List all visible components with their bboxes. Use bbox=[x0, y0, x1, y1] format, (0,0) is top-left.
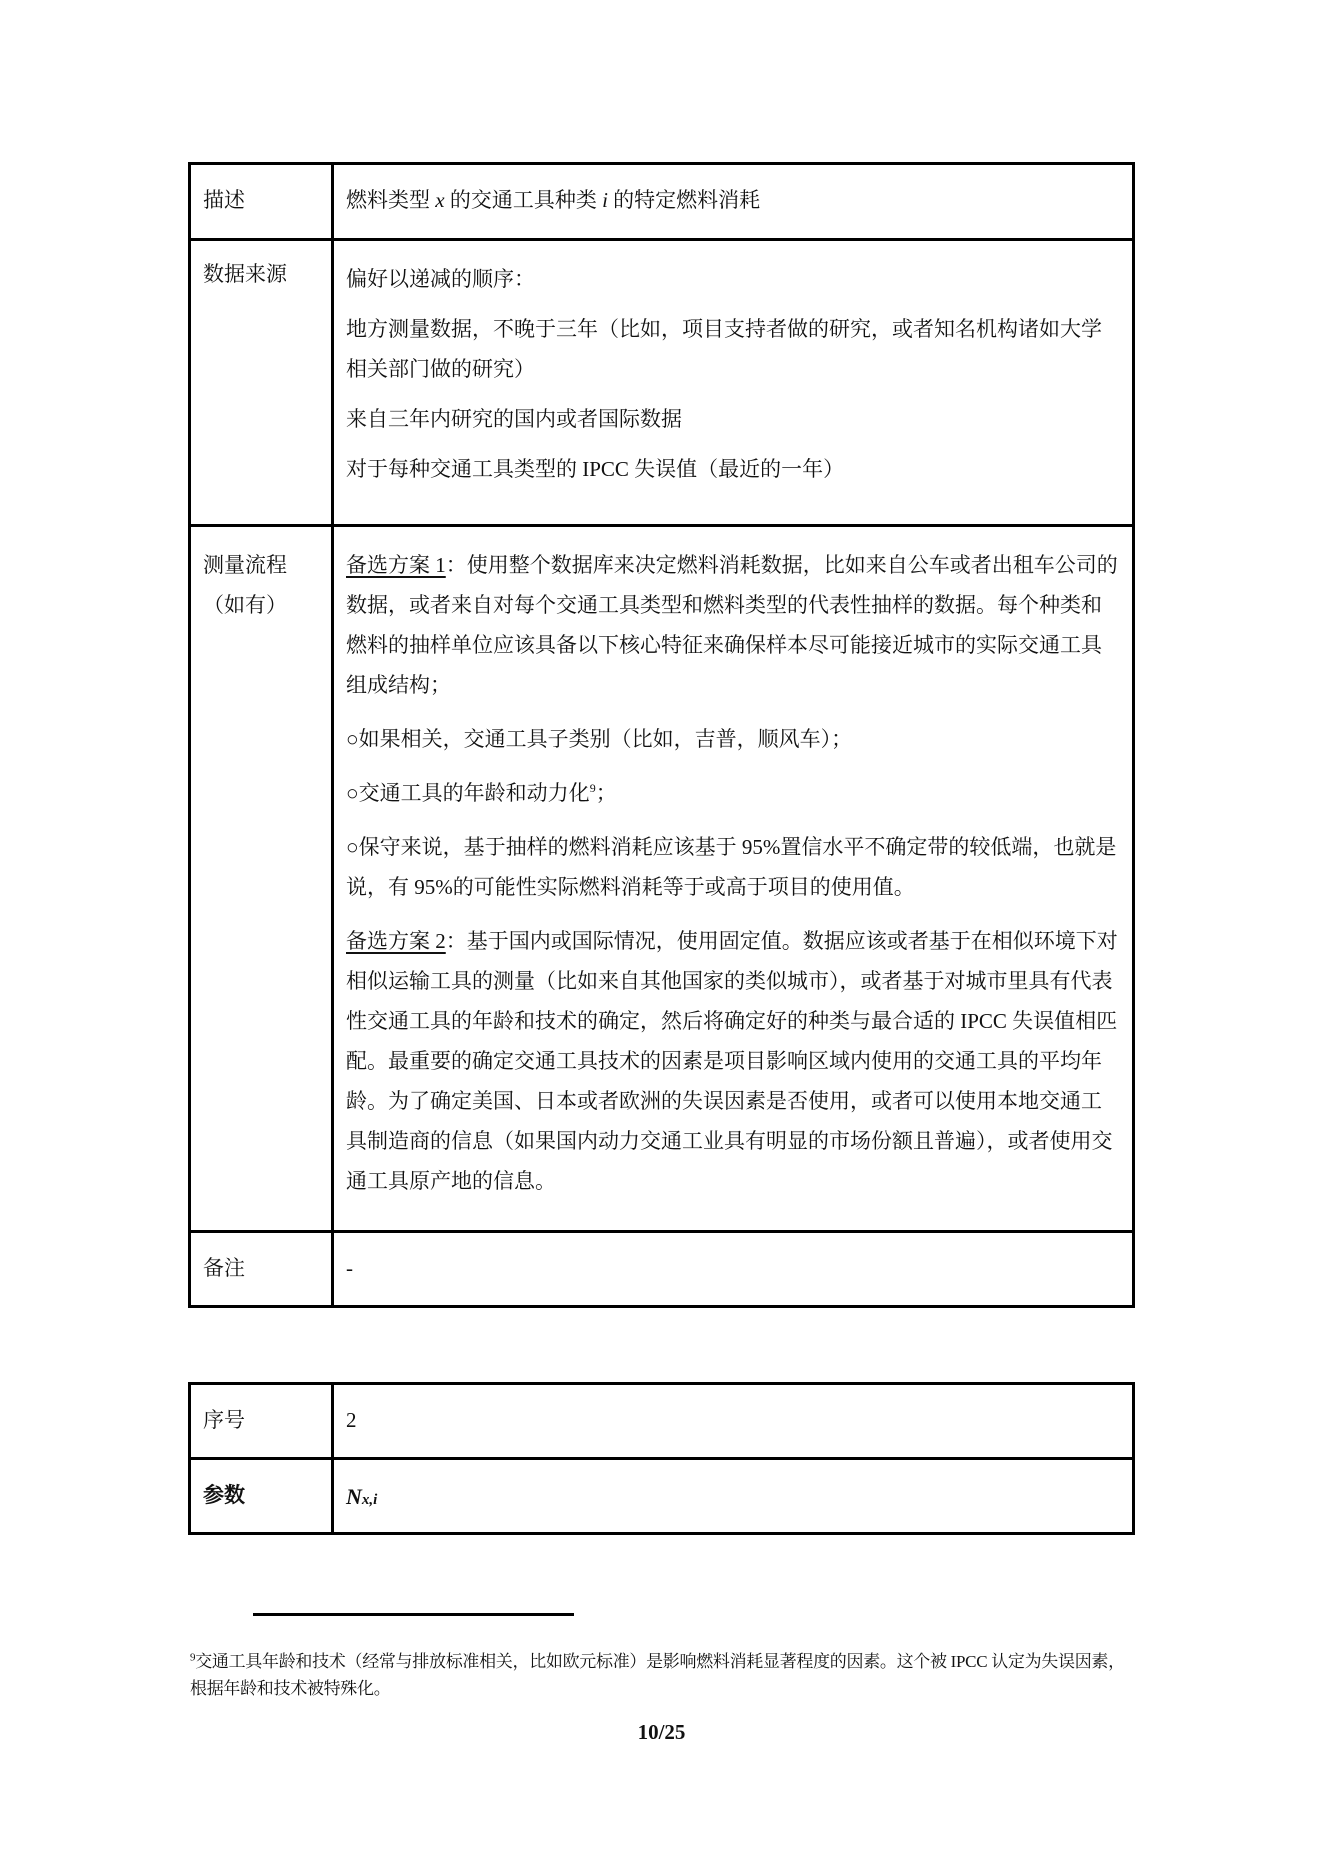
label-cell bbox=[190, 1232, 333, 1307]
label-cell bbox=[190, 1459, 333, 1534]
value-cell bbox=[333, 1459, 1134, 1534]
source-paragraph: 对于每种交通工具类型的 IPCC 失误值（最近的一年） bbox=[346, 457, 845, 481]
note-value: - bbox=[346, 1256, 353, 1280]
footnote-text: 交通工具年龄和技术（经常与排放标准相关，比如欧元标准）是影响燃料消耗显著程度的因素。这个被 IPCC 认定为失误因素，根据年龄和技术被特殊化。 bbox=[190, 1652, 1125, 1698]
option-2-title: 备选方案 2 bbox=[346, 929, 446, 953]
bullet-item: ○交通工具的年龄和动力化$^9$； bbox=[346, 781, 617, 805]
table-row-note bbox=[190, 1232, 1134, 1307]
bullet-item: ○保守来说，基于抽样的燃料消耗应该基于 95%置信水平不确定带的较低端，也就是说，有 95%的可能性实际燃料消耗等于或高于项目的使用值。 bbox=[346, 835, 1117, 899]
source-paragraph: 偏好以递减的顺序： bbox=[346, 267, 535, 291]
label-cell bbox=[190, 164, 333, 240]
parameter-symbol: Nx,i bbox=[346, 1484, 378, 1509]
sequence-value: 2 bbox=[346, 1408, 357, 1432]
option-1-paragraph: 备选方案 1：使用整个数据库来决定燃料消耗数据，比如来自公车或者出租车公司的数据，或者来自对每个交通工具类型和燃料类型的代表性抽样的数据。每个种类和燃料的抽样单位应该具备以下核心特征来确保样本尽可能接近城市的实际交通工具组成结构； bbox=[346, 553, 1118, 697]
row-label-parameter: 参数 bbox=[203, 1483, 245, 1507]
value-cell bbox=[333, 164, 1134, 240]
parameter-table-1 bbox=[188, 162, 1135, 1308]
footnote bbox=[190, 1648, 1140, 1702]
source-paragraph: 地方测量数据，不晚于三年（比如，项目支持者做的研究，或者知名机构诸如大学相关部门做的研究） bbox=[346, 317, 1102, 381]
value-cell bbox=[333, 240, 1134, 526]
table-row-description bbox=[190, 164, 1134, 240]
label-cell bbox=[190, 240, 333, 526]
label-cell bbox=[190, 526, 333, 1232]
footnote-number: 9 bbox=[190, 1651, 196, 1664]
table-row-sequence bbox=[190, 1384, 1134, 1459]
description-value: 燃料类型 x 的交通工具种类 i 的特定燃料消耗 bbox=[346, 188, 761, 212]
table-row-measurement-procedure bbox=[190, 526, 1134, 1232]
row-label-data-source: 数据来源 bbox=[203, 262, 287, 286]
option-1-title: 备选方案 1 bbox=[346, 553, 446, 577]
bullet-item: ○如果相关，交通工具子类别（比如，吉普，顺风车）； bbox=[346, 727, 853, 751]
value-cell bbox=[333, 526, 1134, 1232]
label-cell bbox=[190, 1384, 333, 1459]
footnote-separator bbox=[253, 1613, 574, 1616]
row-label-description: 描述 bbox=[203, 188, 245, 212]
row-label-note: 备注 bbox=[203, 1256, 245, 1280]
value-cell bbox=[333, 1232, 1134, 1307]
parameter-table-2 bbox=[188, 1382, 1135, 1535]
row-label-measurement: 测量流程 bbox=[203, 553, 287, 577]
footnote-ref[interactable]: 9 bbox=[589, 781, 596, 795]
source-paragraph: 来自三年内研究的国内或者国际数据 bbox=[346, 407, 682, 431]
variable-i: i bbox=[602, 188, 608, 212]
option-2-paragraph: 备选方案 2：基于国内或国际情况，使用固定值。数据应该或者基于在相似环境下对相似运输工具的测量（比如来自其他国家的类似城市），或者基于对城市里具有代表性交通工具的年龄和技术的确定，然后将确定好的种类与最合适的 IPCC 失误值相匹配。最重要的确定交通工具技术的因素是项目影响区域内使用的交通工具的平均年龄。为了确定美国、日本或者欧洲的失误因素是否使用，或者可以使用本地交通工具制造商的信息（如果国内动力交通工业具有明显的市场份额且普遍），或者使用交通工具原产地的信息。 bbox=[346, 929, 1118, 1193]
table-row-data-source bbox=[190, 240, 1134, 526]
variable-x: x bbox=[435, 188, 445, 212]
row-label-if-any: （如有） bbox=[203, 593, 287, 617]
row-label-sequence: 序号 bbox=[203, 1408, 245, 1432]
table-row-parameter bbox=[190, 1459, 1134, 1534]
page-number: 10/25 bbox=[637, 1720, 686, 1744]
value-cell bbox=[333, 1384, 1134, 1459]
